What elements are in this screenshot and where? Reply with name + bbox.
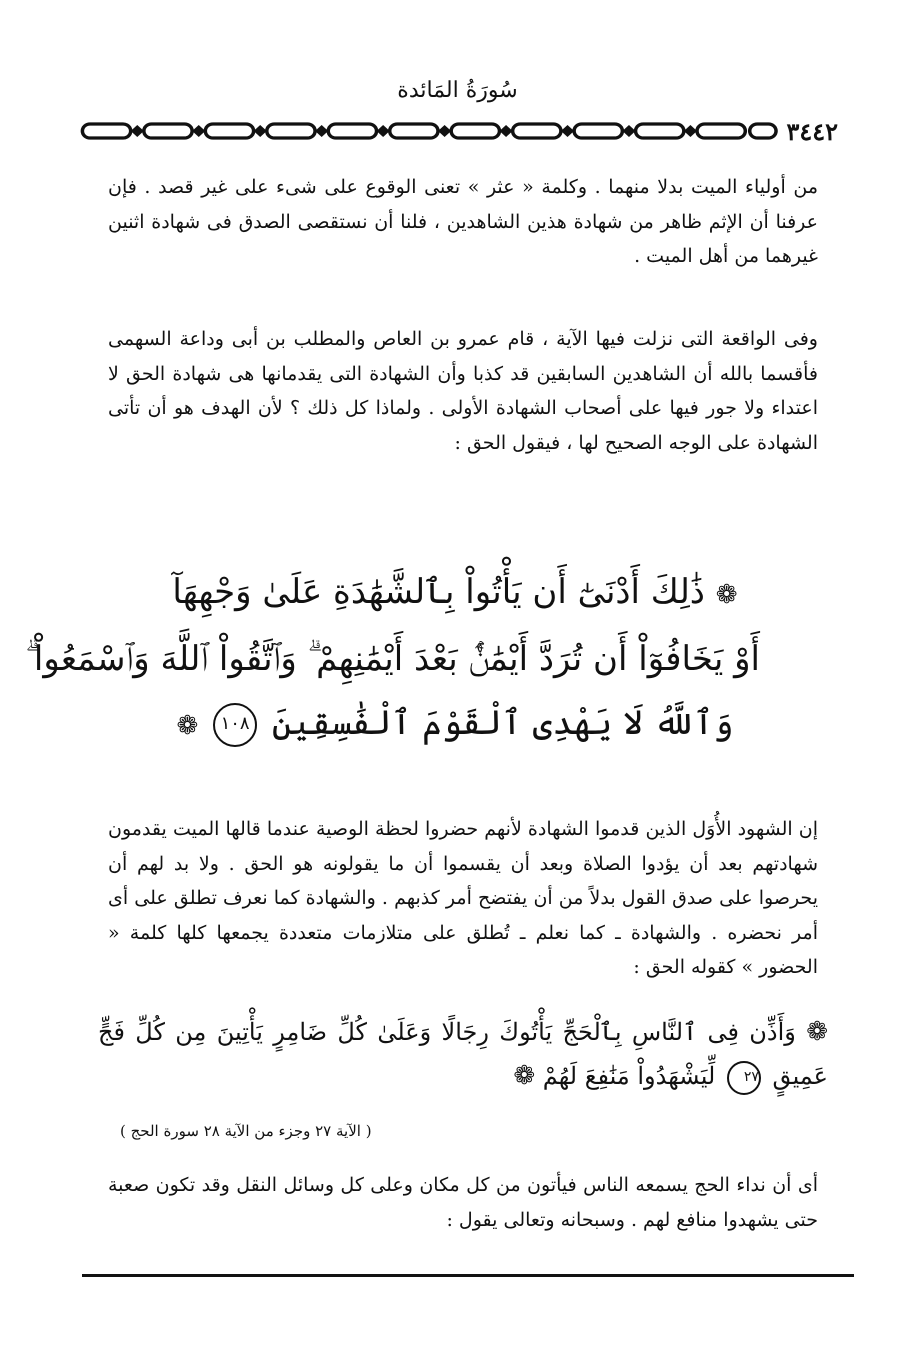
- paragraph-2: [108, 322, 818, 460]
- verse-citation: ( الآية ٢٧ وجزء من الآية ٢٨ سورة الحج ): [120, 1122, 372, 1140]
- surah-title: سُورَةُ المَائدة: [397, 78, 518, 103]
- verse-open-bracket-icon: ❁: [715, 580, 738, 610]
- inline-verse-text-2: لِّيَشْهَدُواْ مَنَٰفِعَ لَهُمْ: [542, 1062, 716, 1090]
- inline-verse-close-bracket-icon: ❁: [513, 1061, 536, 1091]
- ornament-chain-icon: [78, 119, 780, 143]
- header-ornament-row: [78, 118, 838, 144]
- paragraph-text: وفى الواقعة التى نزلت فيها الآية ، قام عمرو بن العاص والمطلب بن أبى وداعة السهمى فأقسما بالله أن الشاهدين السابقين قد كذبا وأن الشهادة التى يقدمانها هى شهادة الحق لا اعتداء ولا جور فيها على أصحاب الشهادة الأولى . ولماذا كل ذلك ؟ لأن الهدف هو أن تأتى الشهادة على الوجه الصحيح لها ، فيقول الحق :: [108, 328, 818, 454]
- verse-line-3-text: وَٱللَّهُ لَا يَهْدِى ٱلْقَوْمَ ٱلْفَٰسِقِينَ: [271, 703, 734, 743]
- inline-verse-text: وَأَذِّن فِى ٱلنَّاسِ بِٱلْحَجِّ يَأْتُوكَ رِجَالًا وَعَلَىٰ كُلِّ ضَامِرٍ يَأْتِينَ مِن كُلِّ فَجٍّ عَمِيقٍ: [98, 1018, 828, 1090]
- paragraph-text: أى أن نداء الحج يسمعه الناس فيأتون من كل مكان وعلى كل وسائل النقل وقد تكون صعبة حتى يشهدوا منافع لهم . وسبحانه وتعالى يقول :: [108, 1174, 818, 1231]
- page-number: ٣٤٤٢: [786, 116, 838, 146]
- verse-line-2: [25, 627, 760, 691]
- verse-line-1-text: ذَٰلِكَ أَدْنَىٰٓ أَن يَأْتُواْ بِٱلشَّهَٰدَةِ عَلَىٰ وَجْهِهَآ: [172, 572, 705, 612]
- inline-quran-verse: [98, 1010, 828, 1098]
- verse-number: ١٠٨: [213, 703, 257, 747]
- page-header: [0, 74, 915, 114]
- paragraph-3: [108, 812, 818, 985]
- verse-line-3: [150, 691, 760, 758]
- bottom-rule: [82, 1274, 854, 1277]
- paragraph-text: من أولياء الميت بدلا منهما . وكلمة « عثر » تعنى الوقوع على شىء على غير قصد . فإن عرفنا أن الإثم ظاهر من شهادة هذين الشاهدين ، فلنا أن نستقصى الصدق فى شهادة اثنين غيرهما من أهل الميت .: [108, 176, 818, 267]
- verse-close-bracket-icon: ❁: [176, 711, 199, 741]
- inline-verse-open-bracket-icon: ❁: [806, 1017, 828, 1047]
- verse-line-2-text: أَوْ يَخَافُوٓاْ أَن تُرَدَّ أَيْمَٰنٌۢ بَعْدَ أَيْمَٰنِهِمْ ۗ وَٱتَّقُواْ ٱللَّهَ وَٱسْمَعُواْ ۗ: [25, 639, 760, 679]
- paragraph-4: [108, 1168, 818, 1237]
- quran-verse-block: [25, 560, 760, 758]
- verse-line-1: [150, 560, 760, 627]
- paragraph-text: إن الشهود الأُوَل الذين قدموا الشهادة لأنهم حضروا لحظة الوصية عندما قالها الميت يقدمون شهادتهم بعد أن يؤدوا الصلاة وبعد أن يقسموا أن ما يقولونه هو الحق . ولا بد لهم أن يحرصوا على صدق القول بدلاً من أن يفتضح أمر كذبهم . والشهادة كما نعرف تطلق على أى أمر نحضره . والشهادة ـ كما نعلم ـ تُطلق على متلازمات متعددة يجمعها كلها كلمة « الحضور » كقوله الحق :: [108, 818, 818, 978]
- paragraph-1: [108, 170, 818, 274]
- inline-verse-number: ٢٧: [727, 1061, 761, 1095]
